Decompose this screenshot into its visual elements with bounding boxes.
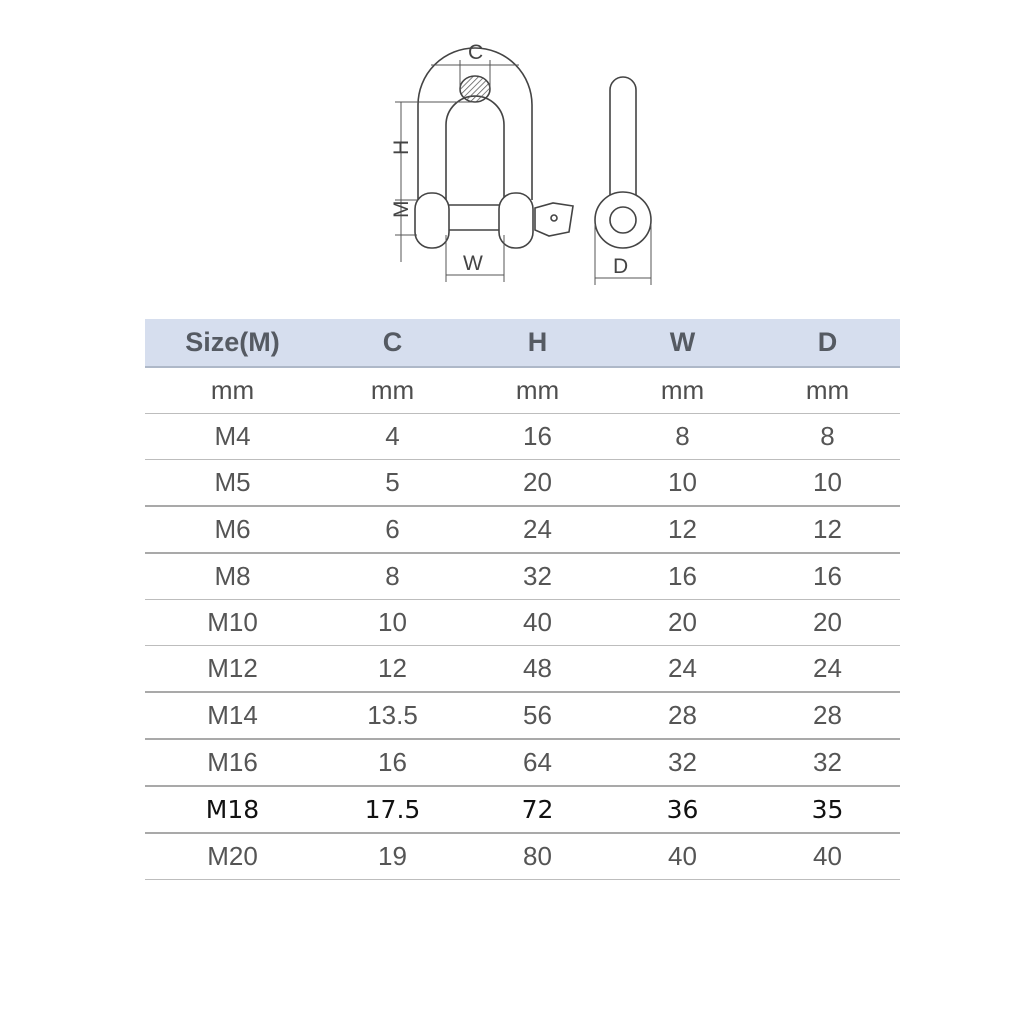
shackle-body-outer	[418, 48, 532, 200]
h-cell: 40	[465, 600, 610, 646]
table-row	[145, 692, 900, 739]
h-cell: 32	[465, 553, 610, 600]
size-cell: M10	[145, 600, 320, 646]
unit-cell: mm	[465, 367, 610, 414]
header-c: C	[320, 319, 465, 367]
d-cell: 35	[755, 786, 900, 833]
table-row	[145, 553, 900, 600]
header-w: W	[610, 319, 755, 367]
size-cell: M14	[145, 692, 320, 739]
dim-label-d: D	[613, 255, 629, 278]
h-cell: 72	[465, 786, 610, 833]
c-cell: 16	[320, 739, 465, 786]
c-cell: 5	[320, 460, 465, 507]
table-row	[145, 739, 900, 786]
dim-label-h: H	[390, 139, 413, 155]
d-cell: 16	[755, 553, 900, 600]
pin-head	[535, 203, 573, 236]
unit-cell: mm	[610, 367, 755, 414]
c-cell: 10	[320, 600, 465, 646]
unit-row	[145, 367, 900, 414]
w-cell: 28	[610, 692, 755, 739]
size-cell: M6	[145, 506, 320, 553]
w-cell: 12	[610, 506, 755, 553]
size-table	[145, 319, 900, 880]
c-cell: 17.5	[320, 786, 465, 833]
d-cell: 10	[755, 460, 900, 507]
header-d: D	[755, 319, 900, 367]
shackle-drawing	[355, 30, 675, 295]
c-cell: 6	[320, 506, 465, 553]
w-cell: 32	[610, 739, 755, 786]
size-cell: M4	[145, 414, 320, 460]
table-row	[145, 414, 900, 460]
c-cell: 13.5	[320, 692, 465, 739]
table-row	[145, 646, 900, 693]
d-cell: 8	[755, 414, 900, 460]
shackle-diagram	[355, 30, 675, 295]
unit-cell: mm	[755, 367, 900, 414]
h-cell: 16	[465, 414, 610, 460]
side-view-eye	[595, 192, 651, 248]
h-cell: 64	[465, 739, 610, 786]
h-cell: 56	[465, 692, 610, 739]
table-header-row	[145, 319, 900, 367]
h-cell: 24	[465, 506, 610, 553]
d-cell: 24	[755, 646, 900, 693]
shackle-body-inner	[446, 96, 504, 200]
size-cell: M5	[145, 460, 320, 507]
dim-label-m: M	[390, 200, 413, 218]
h-cell: 80	[465, 833, 610, 880]
size-cell: M20	[145, 833, 320, 880]
size-cell: M18	[145, 786, 320, 833]
c-cell: 8	[320, 553, 465, 600]
h-cell: 20	[465, 460, 610, 507]
unit-cell: mm	[320, 367, 465, 414]
size-cell: M12	[145, 646, 320, 693]
w-cell: 20	[610, 600, 755, 646]
d-cell: 32	[755, 739, 900, 786]
c-cell: 19	[320, 833, 465, 880]
header-size: Size(M)	[145, 319, 320, 367]
unit-cell: mm	[145, 367, 320, 414]
c-cell: 4	[320, 414, 465, 460]
h-cell: 48	[465, 646, 610, 693]
table-row	[145, 600, 900, 646]
table-row	[145, 833, 900, 880]
d-cell: 40	[755, 833, 900, 880]
c-cell: 12	[320, 646, 465, 693]
w-cell: 24	[610, 646, 755, 693]
dim-label-c: C	[468, 41, 484, 64]
d-cell: 28	[755, 692, 900, 739]
w-cell: 10	[610, 460, 755, 507]
w-cell: 16	[610, 553, 755, 600]
dim-label-w: W	[463, 252, 483, 275]
table-row	[145, 506, 900, 553]
w-cell: 8	[610, 414, 755, 460]
header-h: H	[465, 319, 610, 367]
pin-eye-left	[415, 193, 449, 248]
d-cell: 20	[755, 600, 900, 646]
d-cell: 12	[755, 506, 900, 553]
w-cell: 36	[610, 786, 755, 833]
table-row	[145, 786, 900, 833]
table-row	[145, 460, 900, 507]
w-cell: 40	[610, 833, 755, 880]
section-hatch	[460, 76, 490, 102]
size-cell: M16	[145, 739, 320, 786]
size-cell: M8	[145, 553, 320, 600]
